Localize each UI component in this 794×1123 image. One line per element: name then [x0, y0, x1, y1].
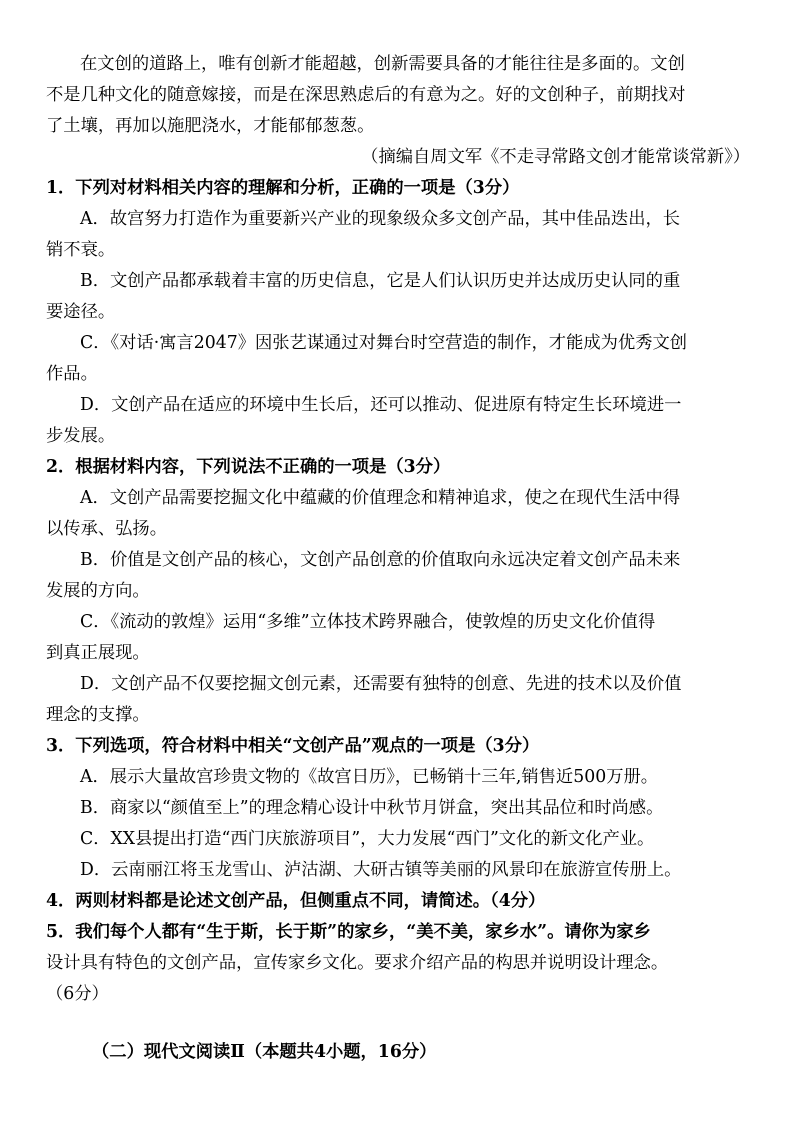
passage-source: （摘编自周文军《不走寻常路文创才能常谈常新》） [361, 147, 750, 167]
option-a: A．展示大量故宫珍贵文物的《故宫日历》，已畅销十三年,销售近500万册。 [80, 767, 659, 787]
option-d-cont: 理念的支撑。 [46, 705, 150, 725]
option-c: C．《流动的敦煌》运用“多维”立体技术跨界融合，使敦煌的历史文化价值得 [80, 612, 656, 632]
option-d: D．文创产品不仅要挖掘文创元素，还需要有独特的创意、先进的技术以及价值 [80, 674, 682, 694]
question-4 [46, 886, 750, 917]
section-heading: （二）现代文阅读Ⅱ（本题共4小题，16分） [92, 1042, 437, 1062]
question-2 [46, 452, 750, 731]
question-stem-cont: 设计具有特色的文创产品，宣传家乡文化。要求介绍产品的构思并说明设计理念。 [46, 953, 669, 973]
spacer [46, 1010, 750, 1037]
question-stem: 5．我们每个人都有“生于斯，长于斯”的家乡，“美不美，家乡水”。请你为家乡 [46, 922, 651, 942]
option-c: C．XX县提出打造“西门庆旅游项目”，大力发展“西门”文化的新文化产业。 [80, 829, 655, 849]
question-score: （6分） [46, 984, 109, 1004]
option-d: D．云南丽江将玉龙雪山、泸沽湖、大研古镇等美丽的风景印在旅游宣传册上。 [80, 860, 682, 880]
passage-line: 了土壤，再加以施肥浇水，才能郁郁葱葱。 [46, 116, 375, 136]
question-1 [46, 173, 750, 452]
option-a: A．故宫努力打造作为重要新兴产业的现象级众多文创产品，其中佳品迭出，长 [80, 209, 681, 229]
question-stem: 4．两则材料都是论述文创产品，但侧重点不同，请简述。（4分） [46, 891, 546, 911]
question-stem: 1．下列对材料相关内容的理解和分析，正确的一项是（3分） [46, 178, 520, 198]
option-c-cont: 到真正展现。 [46, 643, 150, 663]
option-d-cont: 步发展。 [46, 426, 116, 446]
option-b-cont: 发展的方向。 [46, 581, 150, 601]
option-a: A．文创产品需要挖掘文化中蕴藏的价值理念和精神追求，使之在现代生活中得 [80, 488, 681, 508]
option-c: C．《对话·寓言2047》因张艺谋通过对舞台时空营造的制作，才能成为优秀文创 [80, 333, 688, 353]
question-stem: 3．下列选项，符合材料中相关“文创产品”观点的一项是（3分） [46, 736, 540, 756]
passage-line: 在文创的道路上，唯有创新才能超越，创新需要具备的才能往往是多面的。文创 [80, 54, 685, 74]
exam-page [46, 49, 750, 1068]
option-b: B．文创产品都承载着丰富的历史信息，它是人们认识历史并达成历史认同的重 [80, 271, 681, 291]
question-3 [46, 731, 750, 886]
question-stem: 2．根据材料内容，下列说法不正确的一项是（3分） [46, 457, 451, 477]
option-b: B．价值是文创产品的核心，文创产品创意的价值取向永远决定着文创产品未来 [80, 550, 681, 570]
option-d: D．文创产品在适应的环境中生长后，还可以推动、促进原有特定生长环境进一 [80, 395, 682, 415]
option-c-cont: 作品。 [46, 364, 98, 384]
option-b: B．商家以“颜值至上”的理念精心设计中秋节月饼盒，突出其品位和时尚感。 [80, 798, 664, 818]
question-5 [46, 917, 750, 1010]
option-a-cont: 销不衰。 [46, 240, 116, 260]
passage-line: 不是几种文化的随意嫁接，而是在深思熟虑后的有意为之。好的文创种子，前期找对 [46, 85, 686, 105]
passage [46, 49, 750, 173]
option-a-cont: 以传承、弘扬。 [46, 519, 167, 539]
option-b-cont: 要途径。 [46, 302, 116, 322]
